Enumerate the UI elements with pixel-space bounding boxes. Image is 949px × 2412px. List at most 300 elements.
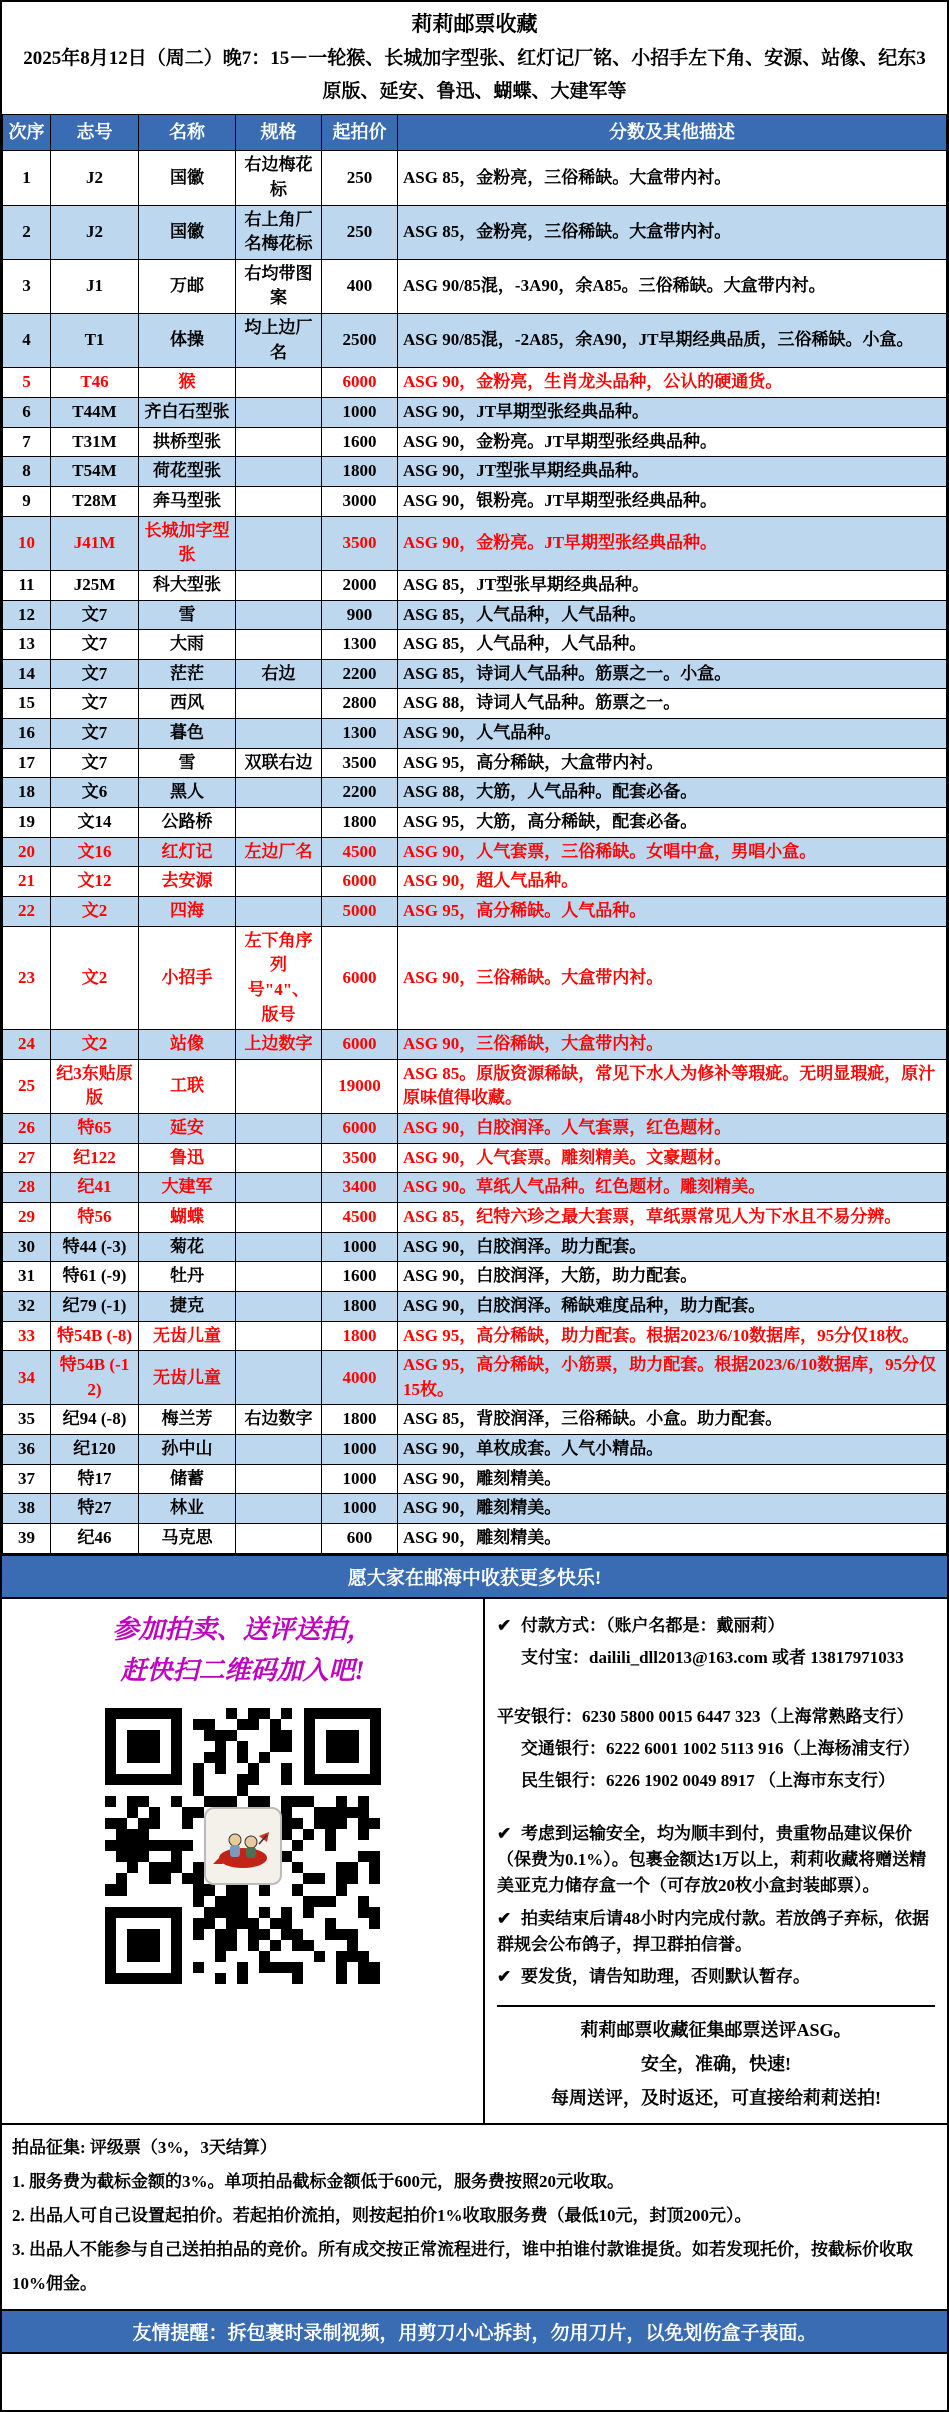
table-row [3,719,947,749]
cell-name: 红灯记 [139,837,236,867]
cell-name: 马克思 [139,1524,236,1554]
cell-name: 国徽 [139,151,236,205]
cell-desc: ASG 85。原版资源稀缺，常见下水人为修补等瑕疵。无明显瑕疵，原汁原味值得收藏。 [398,1059,947,1113]
table-row [3,1262,947,1292]
table-row [3,457,947,487]
rule-item: 2. 出品人可自己设置起拍价。若起拍价流拍，则按起拍价1%收取服务费（最低10元，封顶200元）。 [12,2206,752,2226]
cell-seq: 8 [3,457,51,487]
cell-seq: 39 [3,1524,51,1554]
qr-code [105,1708,381,1984]
cell-price: 5000 [322,896,398,926]
page-subtitle: 2025年8月12日（周二）晚7：15－一轮猴、长城加字型张、红灯记厂铭、小招手左下角、安源、站像、纪东3原版、延安、鲁迅、蝴蝶、大建军等 [23,47,926,102]
cell-name: 西风 [139,689,236,719]
payment-line [497,1736,935,1762]
cell-name: 长城加字型张 [139,516,236,570]
table-row [3,630,947,660]
table-row [3,748,947,778]
cell-vol: 纪3东贴原版 [51,1059,139,1113]
cell-price: 1800 [322,457,398,487]
table-row [3,1494,947,1524]
cell-desc: ASG 90，JT型张早期经典品种。 [398,457,947,487]
cell-name: 公路桥 [139,808,236,838]
cell-desc: ASG 90，银粉亮。JT早期型张经典品种。 [398,486,947,516]
cell-price: 250 [322,151,398,205]
cell-name: 林业 [139,1494,236,1524]
cell-desc: ASG 88，诗词人气品种。筋票之一。 [398,689,947,719]
payment-line [497,1821,935,1900]
cell-seq: 38 [3,1494,51,1524]
cell-spec [236,516,322,570]
cell-spec [236,1494,322,1524]
rule-item: 1. 服务费为截标金额的3%。单项拍品截标金额低于600元，服务费按照20元收取。 [12,2172,624,2192]
col-header-name: 名称 [139,115,236,151]
cell-price: 1000 [322,1494,398,1524]
cell-desc: ASG 90，三俗稀缺，大盒带内衬。 [398,1030,947,1060]
table-row [3,1405,947,1435]
cell-desc: ASG 90，白胶润泽。稀缺难度品种，助力配套。 [398,1291,947,1321]
table-row [3,837,947,867]
table-row [3,1143,947,1173]
cell-spec [236,689,322,719]
payment-panel [485,1599,947,2124]
cell-desc: ASG 85，诗词人气品种。筋票之一。小盒。 [398,659,947,689]
table-row [3,368,947,398]
cell-name: 猴 [139,368,236,398]
cell-name: 雪 [139,600,236,630]
cell-desc: ASG 85，金粉亮，三俗稀缺。大盒带内衬。 [398,205,947,259]
cell-spec: 右均带图案 [236,259,322,313]
cell-price: 2200 [322,778,398,808]
table-row [3,1030,947,1060]
cell-vol: 特27 [51,1494,139,1524]
cell-desc: ASG 95，大筋，高分稀缺，配套必备。 [398,808,947,838]
cell-spec [236,1524,322,1554]
cell-vol: 纪46 [51,1524,139,1554]
cell-name: 大雨 [139,630,236,660]
table-row [3,778,947,808]
cell-seq: 4 [3,314,51,368]
cell-seq: 17 [3,748,51,778]
cell-spec [236,719,322,749]
table-row [3,1173,947,1203]
cell-price: 2000 [322,570,398,600]
col-header-spec: 规格 [236,115,322,151]
cell-spec [236,398,322,428]
cell-price: 1000 [322,1232,398,1262]
cell-desc: ASG 85，金粉亮，三俗稀缺。大盒带内衬。 [398,151,947,205]
cell-desc: ASG 90，人气品种。 [398,719,947,749]
table-row [3,896,947,926]
cell-vol: 文7 [51,600,139,630]
payment-line-text: 要发货，请告知助理，否则默认暂存。 [521,1967,810,1987]
cell-spec: 上边数字 [236,1030,322,1060]
cell-price: 6000 [322,1114,398,1144]
cell-seq: 32 [3,1291,51,1321]
cell-seq: 9 [3,486,51,516]
cell-seq: 22 [3,896,51,926]
cell-price: 1800 [322,1291,398,1321]
cell-spec [236,368,322,398]
cell-spec: 右边 [236,659,322,689]
payment-line [497,1768,935,1794]
table-row [3,1114,947,1144]
payment-line-text: 支付宝：dailili_dll2013@163.com 或者 13817971033 [521,1648,904,1668]
cell-desc: ASG 95，高分稀缺。人气品种。 [398,896,947,926]
cell-desc: ASG 85，背胶润泽，三俗稀缺。小盒。助力配套。 [398,1405,947,1435]
cell-seq: 3 [3,259,51,313]
cell-price: 1800 [322,808,398,838]
payment-line-text: 付款方式：（账户名都是：戴丽莉） [521,1615,785,1635]
join-text: 参加拍卖、送评送拍， 赶快扫二维码加入吧! [112,1614,373,1686]
table-row [3,808,947,838]
cell-seq: 33 [3,1321,51,1351]
cell-vol: 特54B (-12) [51,1351,139,1405]
cell-vol: 文7 [51,748,139,778]
table-row [3,1524,947,1554]
cell-vol: 文7 [51,719,139,749]
reminder-banner: 友情提醒：拆包裹时录制视频，用剪刀小心拆封，勿用刀片，以免划伤盒子表面。 [2,2309,947,2354]
cell-price: 6000 [322,867,398,897]
cell-name: 捷克 [139,1291,236,1321]
cell-vol: 纪94 (-8) [51,1405,139,1435]
cell-vol: 文14 [51,808,139,838]
cell-spec [236,896,322,926]
check-icon: ✔ [497,1908,512,1928]
cell-vol: 文7 [51,659,139,689]
cell-spec: 右边梅花标 [236,151,322,205]
cell-spec [236,1173,322,1203]
qr-finder-icon [304,1708,381,1785]
cell-name: 科大型张 [139,570,236,600]
cell-spec [236,778,322,808]
title-block [2,2,947,114]
cell-price: 3500 [322,748,398,778]
cell-seq: 5 [3,368,51,398]
cell-price: 1600 [322,1262,398,1292]
cell-name: 暮色 [139,719,236,749]
qr-finder-icon [105,1708,182,1785]
cell-desc: ASG 90，JT早期型张经典品种。 [398,398,947,428]
payment-line [497,1645,935,1671]
cell-desc: ASG 90。草纸人气品种。红色题材。雕刻精美。 [398,1173,947,1203]
cell-spec: 右上角厂名梅花标 [236,205,322,259]
cell-vol: 文16 [51,837,139,867]
cell-price: 1300 [322,719,398,749]
qr-center-image [204,1807,282,1885]
cell-name: 万邮 [139,259,236,313]
cell-desc: ASG 90，金粉亮。JT早期型张经典品种。 [398,516,947,570]
cell-spec [236,1321,322,1351]
col-header-desc: 分数及其他描述 [398,115,947,151]
cell-desc: ASG 90/85混，-2A85，余A90，JT早期经典品质，三俗稀缺。小盒。 [398,314,947,368]
cell-desc: ASG 85，人气品种，人气品种。 [398,630,947,660]
cell-name: 蝴蝶 [139,1202,236,1232]
cell-price: 4500 [322,837,398,867]
cell-vol: J41M [51,516,139,570]
cell-seq: 28 [3,1173,51,1203]
cell-desc: ASG 90，雕刻精美。 [398,1524,947,1554]
cell-vol: 文6 [51,778,139,808]
cell-vol: 特56 [51,1202,139,1232]
cell-name: 大建军 [139,1173,236,1203]
payment-line-text: 考虑到运输安全，均为顺丰到付，贵重物品建议保价（保费为0.1%）。包裹金额达1万以上，莉莉收藏将赠送精美亚克力储存盒一个（可存放20枚小盒封装邮票）。 [497,1823,927,1896]
cell-seq: 16 [3,719,51,749]
cell-seq: 1 [3,151,51,205]
payment-line-text: 拍卖结束后请48小时内完成付款。若放鸽子弃标，依据群规会公布鸽子，捍卫群拍信誉。 [497,1908,929,1955]
cell-desc: ASG 90，三俗稀缺。大盒带内衬。 [398,926,947,1030]
cell-seq: 2 [3,205,51,259]
cell-name: 四海 [139,896,236,926]
table-row [3,1232,947,1262]
cell-seq: 21 [3,867,51,897]
cell-seq: 11 [3,570,51,600]
cell-name: 牡丹 [139,1262,236,1292]
cell-vol: 纪122 [51,1143,139,1173]
cell-seq: 24 [3,1030,51,1060]
cell-desc: ASG 90，雕刻精美。 [398,1494,947,1524]
table-row [3,600,947,630]
cell-spec [236,427,322,457]
cell-name: 奔马型张 [139,486,236,516]
payment-line-text: 平安银行：6230 5800 0015 6447 323（上海常熟路支行） [497,1706,914,1726]
table-row [3,1464,947,1494]
payment-line [497,1906,935,1959]
cell-vol: J1 [51,259,139,313]
cell-desc: ASG 95，高分稀缺，助力配套。根据2023/6/10数据库，95分仅18枚。 [398,1321,947,1351]
cell-spec [236,1435,322,1465]
cell-spec [236,600,322,630]
cell-spec [236,1262,322,1292]
cell-desc: ASG 95，高分稀缺，大盒带内衬。 [398,748,947,778]
cell-spec [236,1291,322,1321]
cell-desc: ASG 90，超人气品种。 [398,867,947,897]
page-title: 莉莉邮票收藏 [411,12,538,36]
cell-vol: J2 [51,151,139,205]
cell-name: 黑人 [139,778,236,808]
cell-name: 延安 [139,1114,236,1144]
cell-seq: 19 [3,808,51,838]
cell-vol: 纪41 [51,1173,139,1203]
cell-name: 站像 [139,1030,236,1060]
table-row [3,570,947,600]
cell-seq: 27 [3,1143,51,1173]
cell-spec [236,1464,322,1494]
cell-desc: ASG 90，人气套票，三俗稀缺。女唱中盒，男唱小盒。 [398,837,947,867]
cell-seq: 18 [3,778,51,808]
cell-vol: J2 [51,205,139,259]
table-row [3,1059,947,1113]
lot-table [2,114,947,1554]
cell-price: 1000 [322,1435,398,1465]
cell-seq: 36 [3,1435,51,1465]
table-row [3,1291,947,1321]
cell-price: 600 [322,1524,398,1554]
cell-vol: 文12 [51,867,139,897]
cell-desc: ASG 90，白胶润泽。助力配套。 [398,1232,947,1262]
check-icon: ✔ [497,1967,512,1987]
cell-price: 4500 [322,1202,398,1232]
table-row [3,926,947,1030]
cell-desc: ASG 90，人气套票。雕刻精美。文豪题材。 [398,1143,947,1173]
cell-seq: 12 [3,600,51,630]
cell-spec [236,1143,322,1173]
cell-spec [236,570,322,600]
table-row [3,659,947,689]
cell-vol: 纪120 [51,1435,139,1465]
cell-vol: 文7 [51,630,139,660]
cell-price: 1000 [322,398,398,428]
cell-name: 拱桥型张 [139,427,236,457]
cell-name: 雪 [139,748,236,778]
cell-price: 2500 [322,314,398,368]
table-row [3,205,947,259]
cell-spec [236,1351,322,1405]
cell-price: 1800 [322,1405,398,1435]
rule-item: 3. 出品人不能参与自己送拍拍品的竞价。所有成交按正常流程进行，谁中拍谁付款谁提货。如若发现托价，按截标价收取10%佣金。 [12,2240,913,2294]
cell-price: 250 [322,205,398,259]
table-row [3,314,947,368]
join-panel [2,1599,485,2124]
cell-name: 小招手 [139,926,236,1030]
cell-seq: 20 [3,837,51,867]
cell-spec: 双联右边 [236,748,322,778]
payment-line-text: 交通银行：6222 6001 1002 5113 916（上海杨浦支行） [521,1739,920,1759]
cell-price: 1600 [322,427,398,457]
submission-note [497,2005,935,2118]
cell-spec: 均上边厂名 [236,314,322,368]
submission-note-line: 莉莉邮票收藏征集邮票送评ASG。 [580,2019,852,2040]
cell-vol: 特54B (-8) [51,1321,139,1351]
cell-name: 孙中山 [139,1435,236,1465]
submission-note-line: 安全，准确，快速! [641,2053,791,2074]
cell-price: 900 [322,600,398,630]
cell-seq: 23 [3,926,51,1030]
cell-vol: 文2 [51,1030,139,1060]
cell-name: 无齿儿童 [139,1351,236,1405]
cell-name: 鲁迅 [139,1143,236,1173]
table-row [3,516,947,570]
rules-header: 拍品征集: 评级票（3%，3天结算） [12,2138,277,2158]
cell-vol: 文7 [51,689,139,719]
cell-price: 1300 [322,630,398,660]
table-row [3,427,947,457]
cell-vol: T28M [51,486,139,516]
cell-vol: T54M [51,457,139,487]
cell-desc: ASG 90，金粉亮，生肖龙头品种，公认的硬通货。 [398,368,947,398]
rules-section [2,2123,947,2309]
cell-vol: T44M [51,398,139,428]
col-header-price: 起拍价 [322,115,398,151]
cell-vol: 特61 (-9) [51,1262,139,1292]
cell-vol: 文2 [51,926,139,1030]
cell-seq: 37 [3,1464,51,1494]
cell-price: 19000 [322,1059,398,1113]
cell-spec [236,630,322,660]
payment-line [497,1964,935,1990]
table-row [3,1202,947,1232]
qr-finder-icon [105,1907,182,1984]
table-row [3,867,947,897]
cell-vol: 特17 [51,1464,139,1494]
cell-seq: 15 [3,689,51,719]
cell-seq: 6 [3,398,51,428]
bottom-section [2,1599,947,2124]
cell-desc: ASG 88，大筋，人气品种。配套必备。 [398,778,947,808]
cell-name: 无齿儿童 [139,1321,236,1351]
cell-desc: ASG 90，白胶润泽。人气套票，红色题材。 [398,1114,947,1144]
check-icon: ✔ [497,1615,512,1635]
cell-vol: J25M [51,570,139,600]
cell-seq: 7 [3,427,51,457]
table-row [3,151,947,205]
table-row [3,1321,947,1351]
cell-price: 2800 [322,689,398,719]
cell-price: 2200 [322,659,398,689]
cell-price: 400 [322,259,398,313]
table-header-row [3,115,947,151]
cell-name: 工联 [139,1059,236,1113]
cell-desc: ASG 85，人气品种，人气品种。 [398,600,947,630]
cell-spec: 左下角序列号"4"、版号 [236,926,322,1030]
col-header-seq: 次序 [3,115,51,151]
cell-vol: T1 [51,314,139,368]
table-row [3,259,947,313]
cell-name: 体操 [139,314,236,368]
cell-vol: T31M [51,427,139,457]
cell-desc: ASG 90，单枚成套。人气小精品。 [398,1435,947,1465]
cell-seq: 10 [3,516,51,570]
payment-line [497,1677,935,1730]
cell-spec [236,457,322,487]
table-row [3,398,947,428]
cell-seq: 14 [3,659,51,689]
cell-name: 茫茫 [139,659,236,689]
cell-name: 去安源 [139,867,236,897]
cell-desc: ASG 95，高分稀缺，小筋票，助力配套。根据2023/6/10数据库，95分仅15枚。 [398,1351,947,1405]
cell-seq: 26 [3,1114,51,1144]
cell-desc: ASG 85，纪特六珍之最大套票，草纸票常见人为下水且不易分辨。 [398,1202,947,1232]
cell-name: 荷花型张 [139,457,236,487]
table-row [3,1351,947,1405]
cell-seq: 30 [3,1232,51,1262]
cell-price: 3500 [322,1143,398,1173]
cell-desc: ASG 90，白胶润泽，大筋，助力配套。 [398,1262,947,1292]
cell-spec [236,1232,322,1262]
cell-spec [236,1202,322,1232]
col-header-vol: 志号 [51,115,139,151]
cell-name: 齐白石型张 [139,398,236,428]
cell-price: 6000 [322,1030,398,1060]
cell-price: 3500 [322,516,398,570]
cell-vol: T46 [51,368,139,398]
cell-name: 储蓄 [139,1464,236,1494]
cell-spec: 左边厂名 [236,837,322,867]
cell-spec: 右边数字 [236,1405,322,1435]
wish-banner: 愿大家在邮海中收获更多快乐! [2,1554,947,1599]
cell-name: 国徽 [139,205,236,259]
cell-spec [236,486,322,516]
cell-price: 6000 [322,368,398,398]
table-row [3,689,947,719]
cell-name: 菊花 [139,1232,236,1262]
cell-price: 6000 [322,926,398,1030]
rocket-cartoon-icon [211,1814,275,1878]
cell-seq: 31 [3,1262,51,1292]
cell-price: 3000 [322,486,398,516]
cell-price: 1800 [322,1321,398,1351]
cell-desc: ASG 90/85混，-3A90，余A85。三俗稀缺。大盒带内衬。 [398,259,947,313]
cell-name: 梅兰芳 [139,1405,236,1435]
